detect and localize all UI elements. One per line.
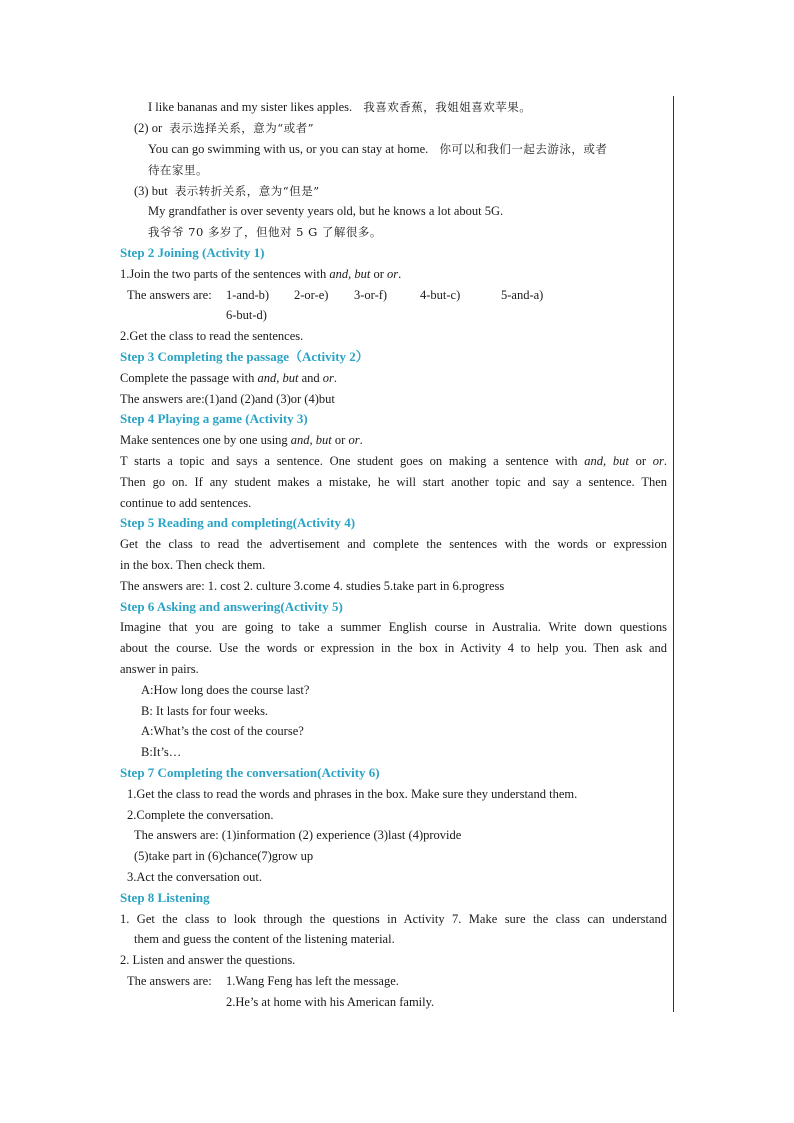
step6-dialogue-line: A:What’s the cost of the course? xyxy=(141,724,304,738)
step4-instruction-period: . xyxy=(359,433,363,447)
step4-paragraph-text: T starts a topic and says a sentence. One student goes on making a sentence with xyxy=(120,454,585,468)
step6-paragraph-line: answer in pairs. xyxy=(120,662,199,676)
step2-instruction-text: 1.Join the two parts of the sentences with xyxy=(120,267,330,281)
step3-answers: The answers are:(1)and (2)and (3)or (4)but xyxy=(120,392,335,406)
step2-answer: 6-but-d) xyxy=(226,308,267,322)
step8-answer: 1.Wang Feng has left the message. xyxy=(226,974,399,988)
but-usage-chinese: 表示转折关系，意为“但是” xyxy=(174,184,320,198)
step4-paragraph-or-italic: or xyxy=(652,454,664,468)
example-and-chinese: 我喜欢香蕉，我姐姐喜欢苹果。 xyxy=(363,100,532,114)
step6-dialogue-line: B: It lasts for four weeks. xyxy=(141,704,269,718)
step7-answers: The answers are: (1)information (2) experience (3)last (4)provide xyxy=(134,828,462,842)
step4-paragraph-line: continue to add sentences. xyxy=(120,496,252,510)
step8-line: them and guess the content of the listening material. xyxy=(134,932,395,946)
step2-instruction-or: or xyxy=(370,267,387,281)
step5-paragraph-line: Get the class to read the advertisement and complete the sentences with the words or expression xyxy=(120,537,667,551)
or-usage-label: (2) or xyxy=(134,121,163,135)
step4-heading: Step 4 Playing a game (Activity 3) xyxy=(120,411,308,426)
example-or-line xyxy=(148,141,607,157)
step8-line: 1. Get the class to look through the questions in Activity 7. Make sure the class can understand xyxy=(120,912,667,926)
step4-paragraph-italic: and, but xyxy=(584,454,629,468)
step4-instruction-or-italic: or xyxy=(348,433,360,447)
step4-instruction-text: Make sentences one by one using xyxy=(120,433,291,447)
step5-answers: The answers are: 1. cost 2. culture 3.come 4. studies 5.take part in 6.progress xyxy=(120,579,505,593)
step6-dialogue-line: B:It’s… xyxy=(141,745,182,759)
step7-line: 1.Get the class to read the words and phrases in the box. Make sure they understand them. xyxy=(127,787,578,801)
step6-paragraph-line: about the course. Use the words or expression in the box in Activity 4 to help you. Then ask and xyxy=(120,641,667,655)
step4-instruction-italic: and, but xyxy=(290,433,332,447)
step2-instruction-italic: and, but xyxy=(329,267,371,281)
step4-paragraph-line xyxy=(120,453,667,469)
step3-instruction-italic: and, but xyxy=(257,371,299,385)
step2-heading: Step 2 Joining (Activity 1) xyxy=(120,245,265,260)
step3-heading: Step 3 Completing the passage（Activity 2） xyxy=(120,349,369,364)
step2-instruction-period: . xyxy=(398,267,402,281)
step7-line: 3.Act the conversation out. xyxy=(127,870,263,884)
step2-instruction-or-italic: or xyxy=(387,267,399,281)
step4-paragraph-line: Then go on. If any student makes a mistake, he will start another topic and say a sentence. Then xyxy=(120,475,667,489)
step4-paragraph-period: . xyxy=(663,454,667,468)
step8-heading: Step 8 Listening xyxy=(120,890,210,905)
step2-answer: 1-and-b) xyxy=(226,288,270,302)
but-usage-line xyxy=(134,183,320,199)
example-but-english: My grandfather is over seventy years old, but he knows a lot about 5G. xyxy=(148,204,504,218)
step7-answers-cont: (5)take part in (6)chance(7)grow up xyxy=(134,849,314,863)
example-or-english: You can go swimming with us, or you can stay at home. xyxy=(148,142,429,156)
step6-paragraph-line: Imagine that you are going to take a summer English course in Australia. Write down questions xyxy=(120,620,667,634)
example-and-line xyxy=(148,99,531,115)
or-usage-chinese: 表示选择关系，意为“或者” xyxy=(169,121,315,135)
step6-heading: Step 6 Asking and answering(Activity 5) xyxy=(120,599,343,614)
step3-instruction-text: Complete the passage with xyxy=(120,371,258,385)
step3-instruction-or-italic: or xyxy=(322,371,334,385)
step5-paragraph-line: in the box. Then check them. xyxy=(120,558,266,572)
step2-answer: 5-and-a) xyxy=(501,288,544,302)
step2-read-line: 2.Get the class to read the sentences. xyxy=(120,329,304,343)
step4-instruction-or: or xyxy=(331,433,349,447)
step2-answer: 4-but-c) xyxy=(420,288,461,302)
step3-instruction-period: . xyxy=(333,371,338,385)
example-but-chinese: 我爷爷 70 多岁了，但他对 5 G 了解很多。 xyxy=(148,225,382,239)
step4-paragraph-or: or xyxy=(628,454,653,468)
or-usage-line xyxy=(134,120,314,136)
step2-answer: 2-or-e) xyxy=(294,288,329,302)
example-and-english: I like bananas and my sister likes apples. xyxy=(148,100,353,114)
example-or-chinese-cont: 待在家里。 xyxy=(148,163,208,177)
step7-line: 2.Complete the conversation. xyxy=(127,808,274,822)
step6-dialogue-line: A:How long does the course last? xyxy=(141,683,310,697)
step8-line: 2. Listen and answer the questions. xyxy=(120,953,296,967)
step7-heading: Step 7 Completing the conversation(Activity 6) xyxy=(120,765,380,780)
step8-answer: 2.He’s at home with his American family. xyxy=(226,995,435,1009)
step2-instruction xyxy=(120,266,401,282)
step4-instruction xyxy=(120,432,363,448)
table-right-border xyxy=(673,96,674,1012)
step2-answer: 3-or-f) xyxy=(354,288,388,302)
step8-answers-label: The answers are: xyxy=(127,974,212,988)
step3-instruction xyxy=(120,370,337,386)
step2-answers-label: The answers are: xyxy=(127,288,212,302)
example-or-chinese: 你可以和我们一起去游泳，或者 xyxy=(439,142,608,156)
but-usage-label: (3) but xyxy=(134,184,168,198)
step5-heading: Step 5 Reading and completing(Activity 4) xyxy=(120,515,356,530)
step3-instruction-and: and xyxy=(298,371,323,385)
